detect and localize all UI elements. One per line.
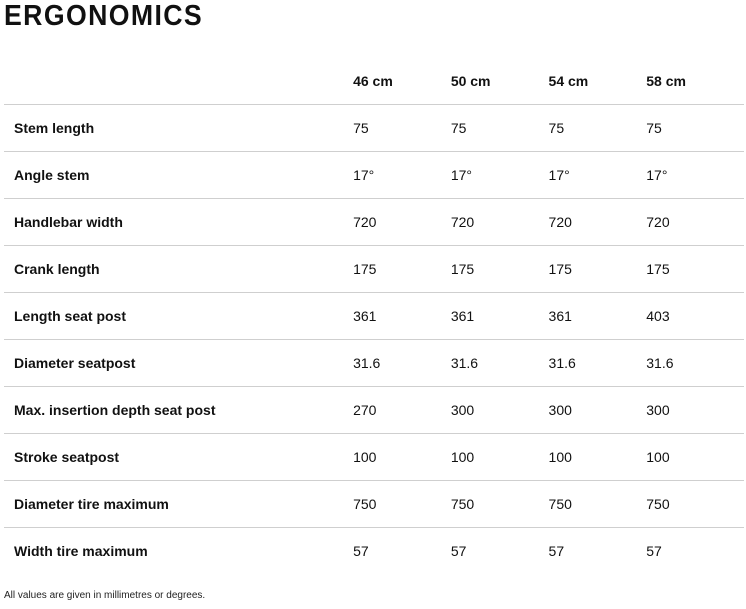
cell-value: 750 [646, 496, 670, 512]
page-title: ERGONOMICS [4, 0, 204, 32]
cell-value: 57 [353, 543, 369, 559]
cell-value: 17° [450, 167, 472, 183]
cell-value: 17° [646, 167, 668, 183]
row-label: Diameter seatpost [14, 355, 136, 371]
cell-value: 75 [353, 120, 369, 136]
column-header-58: 58 cm [646, 73, 686, 89]
cell-value: 100 [450, 449, 475, 465]
cell-value: 100 [353, 449, 377, 465]
cell-value: 270 [353, 402, 377, 418]
cell-value: 17° [353, 167, 375, 183]
table-row [4, 481, 744, 528]
cell-value: 750 [548, 496, 572, 512]
cell-value: 403 [646, 308, 670, 324]
cell-value: 720 [646, 214, 670, 230]
cell-value: 31.6 [548, 355, 576, 371]
row-label: Crank length [14, 261, 100, 277]
cell-value: 175 [548, 261, 572, 277]
header-empty-cell [4, 58, 353, 105]
cell-value: 750 [353, 496, 377, 512]
ergonomics-table [4, 58, 744, 574]
table-header-row [4, 58, 744, 105]
row-label: Max. insertion depth seat post [14, 402, 216, 418]
cell-value: 175 [450, 261, 475, 277]
cell-value: 57 [548, 543, 565, 559]
cell-value: 75 [646, 120, 662, 136]
cell-value: 57 [450, 543, 467, 559]
cell-value: 361 [353, 308, 377, 324]
table-row [4, 246, 744, 293]
column-header-46: 46 cm [353, 73, 393, 89]
column-header-50: 50 cm [450, 73, 491, 89]
footnote: All values are given in millimetres or degrees. [4, 590, 206, 601]
row-label: Length seat post [14, 308, 127, 324]
row-label: Width tire maximum [14, 543, 148, 559]
cell-value: 750 [450, 496, 475, 512]
cell-value: 175 [353, 261, 377, 277]
table-row [4, 199, 744, 246]
cell-value: 57 [646, 543, 662, 559]
cell-value: 720 [548, 214, 572, 230]
table-row [4, 528, 744, 575]
cell-value: 361 [450, 308, 475, 324]
cell-value: 175 [646, 261, 670, 277]
row-label: Angle stem [14, 167, 90, 183]
row-label: Handlebar width [14, 214, 123, 230]
row-label: Diameter tire maximum [14, 496, 169, 512]
cell-value: 361 [548, 308, 572, 324]
cell-value: 300 [450, 402, 475, 418]
table-row [4, 434, 744, 481]
cell-value: 31.6 [646, 355, 674, 371]
cell-value: 17° [548, 167, 570, 183]
table-row [4, 293, 744, 340]
row-label: Stem length [14, 120, 95, 136]
cell-value: 300 [548, 402, 572, 418]
column-header-54: 54 cm [548, 73, 589, 89]
cell-value: 75 [450, 120, 467, 136]
cell-value: 720 [353, 214, 377, 230]
table-row [4, 152, 744, 199]
table-row [4, 340, 744, 387]
row-label: Stroke seatpost [14, 449, 120, 465]
cell-value: 100 [646, 449, 670, 465]
cell-value: 720 [450, 214, 475, 230]
cell-value: 31.6 [353, 355, 381, 371]
cell-value: 100 [548, 449, 572, 465]
table-row [4, 387, 744, 434]
cell-value: 75 [548, 120, 565, 136]
cell-value: 300 [646, 402, 670, 418]
cell-value: 31.6 [450, 355, 479, 371]
table-row [4, 105, 744, 152]
